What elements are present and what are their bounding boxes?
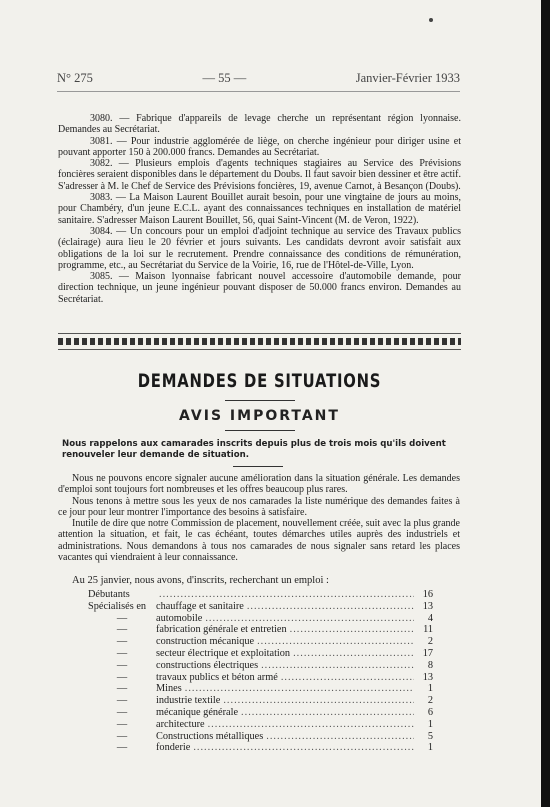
stats-value: 4 (427, 612, 433, 624)
ornamental-divider (58, 333, 461, 350)
header-rule (57, 91, 460, 92)
stats-prefix: — (116, 706, 128, 718)
stats-prefix: — (116, 718, 128, 730)
registration-stats (88, 589, 433, 754)
offer-3084: 3084. — Un concours pour un emploi d'adjoint technique au service des Travaux publics (éclairage) aura lieu le 20 février et jours suivants. Les candidats devront avoir satisfait aux obligations de la loi sur le recrutement. Prendre connaissance des conditions de rémunération, programme, etc., au Secrétariat du Service de la Voirie, 16, rue de l'Hôtel-de-Ville, Lyon. (58, 225, 461, 271)
offer-3080: 3080. — Fabrique d'appareils de levage cherche un représentant région lyonnaise. Demandes au Secrétariat. (58, 113, 461, 136)
dot-leader (205, 613, 414, 624)
dot-leader (281, 672, 414, 683)
stats-label: chauffage et sanitaire (156, 600, 244, 612)
stats-row (88, 707, 433, 719)
offer-3082: 3082. — Plusieurs emplois d'agents techniques stagiaires au Service des Prévisions foncières seraient disponibles dans le département du Doubs. Il faut savoir bien dessiner et être actif. S'adresser à M. le Chef de Service des Prévisions foncières, 19, avenue Carnot, à Besançon (Doubs). (58, 158, 461, 192)
stats-label: Mines (156, 683, 182, 695)
stats-label: secteur électrique et exploitation (156, 647, 291, 659)
stats-value: 5 (427, 730, 433, 742)
stats-row (88, 683, 433, 695)
stats-row (88, 589, 433, 601)
stats-value: 11 (423, 624, 433, 636)
paragraph: Nous tenons à mettre sous les yeux de nos camarades la liste numérique des demandes faites à ce jour pour leur montrer l'importance des besoins à satisfaire. (58, 495, 460, 518)
stats-value: 13 (422, 671, 433, 683)
stats-prefix: — (116, 612, 128, 624)
issue-number: N° 275 (57, 71, 93, 85)
stats-row (88, 731, 433, 743)
stats-row (88, 613, 433, 625)
stats-label: fonderie (156, 742, 191, 754)
stats-prefix: — (116, 659, 128, 671)
stats-prefix: — (116, 636, 128, 648)
divider-rule-bottom (58, 349, 461, 350)
stats-row (88, 624, 433, 636)
stats-value: 6 (427, 706, 433, 718)
stats-label: automobile (156, 612, 203, 624)
stats-row (88, 742, 433, 754)
stats-row (88, 660, 433, 672)
stats-prefix: — (116, 695, 128, 707)
offer-3083: 3083. — La Maison Laurent Bouillet aurait besoin, pour une vingtaine de jours au moins, pour Chambéry, d'un jeune E.C.L. ayant des connaissances techniques en installation de matériel sanitaire. S'adresser Maison Laurent Bouillet, 56, quai Saint-Vincent (M. de Veron, 1922). (58, 192, 461, 226)
stats-prefix: — (116, 730, 128, 742)
stats-prefix: — (116, 671, 128, 683)
title-rule (225, 400, 295, 401)
stats-value: 13 (422, 600, 433, 612)
paragraph: Inutile de dire que notre Commission de placement, nouvellement créée, suit avec la plus grande attention la situation, et fait, le cas échéant, toutes démarches utiles auprès des industriels et administrations. Nous demandons à tous nos camarades de nous signaler sans retard les places vacantes qui viendraient à leur connaissance. (58, 518, 460, 564)
stats-label: industrie textile (156, 695, 221, 707)
stats-intro: Au 25 janvier, nous avons, d'inscrits, recherchant un emploi : (72, 575, 329, 586)
section-subtitle: AVIS IMPORTANT (179, 408, 340, 424)
dot-leader (193, 742, 414, 753)
scan-edge (541, 0, 550, 807)
issue-date: Janvier-Février 1933 (355, 71, 460, 85)
stats-label: constructions électriques (156, 659, 259, 671)
stats-row (88, 672, 433, 684)
section-title: DEMANDES DE SITUATIONS (137, 370, 382, 392)
page-number: — 55 — (202, 71, 247, 85)
stats-row (88, 601, 433, 613)
notice-rule (233, 466, 283, 467)
stats-prefix: Débutants (88, 589, 130, 600)
stats-row (88, 695, 433, 707)
stats-value: 16 (422, 589, 433, 600)
dot-leader (185, 683, 414, 694)
body-text (58, 473, 460, 563)
stats-label: travaux publics et béton armé (156, 671, 278, 683)
stats-prefix: — (116, 742, 128, 754)
dot-leader (241, 707, 414, 718)
renewal-notice: Nous rappelons aux camarades inscrits depuis plus de trois mois qu'ils doivent renouveler leur demande de situation. (62, 439, 446, 460)
running-header (57, 71, 460, 86)
stats-value: 1 (427, 718, 433, 730)
stats-label: mécanique générale (156, 706, 239, 718)
stats-row (88, 636, 433, 648)
stats-value: 8 (427, 659, 433, 671)
stats-prefix: — (116, 647, 128, 659)
dot-leader (159, 589, 414, 600)
stats-value: 2 (427, 695, 433, 707)
stats-value: 1 (427, 742, 433, 754)
offer-3081: 3081. — Pour industrie agglomérée de liège, on cherche ingénieur pour diriger usine et pouvant apporter 150 à 200.000 francs. Demandes au Secrétariat. (58, 135, 461, 158)
stats-label: Constructions métalliques (156, 730, 264, 742)
ink-dot (429, 18, 433, 22)
stats-label: construction mécanique (156, 636, 255, 648)
dot-leader (223, 695, 414, 706)
dot-leader (208, 719, 414, 730)
dot-leader (261, 660, 414, 671)
dot-leader (247, 601, 414, 612)
divider-rule-top (58, 333, 461, 334)
stats-label: architecture (156, 718, 205, 730)
dot-leader (257, 636, 414, 647)
stats-prefix: — (116, 624, 128, 636)
stats-row (88, 719, 433, 731)
dot-leader (266, 731, 414, 742)
stats-prefix: Spécialisés en (88, 600, 147, 612)
subtitle-rule (225, 430, 295, 431)
job-offers (58, 113, 461, 305)
stats-value: 2 (427, 636, 433, 648)
dot-leader (293, 648, 414, 659)
stats-value: 1 (427, 683, 433, 695)
dot-leader (290, 624, 414, 635)
stats-value: 17 (422, 647, 433, 659)
divider-chain (58, 338, 461, 345)
stats-row (88, 648, 433, 660)
stats-prefix: — (116, 683, 128, 695)
offer-3085: 3085. — Maison lyonnaise fabricant nouvel accessoire d'automobile demande, pour direction technique, un jeune ingénieur pouvant disposer de 50.000 francs environ. Demandes au Secrétariat. (58, 271, 461, 305)
stats-label: fabrication générale et entretien (156, 624, 287, 636)
paragraph: Nous ne pouvons encore signaler aucune amélioration dans la situation générale. Les demandes d'emploi sont toujours fort nombreuses et les offres beaucoup plus rares. (58, 473, 460, 496)
